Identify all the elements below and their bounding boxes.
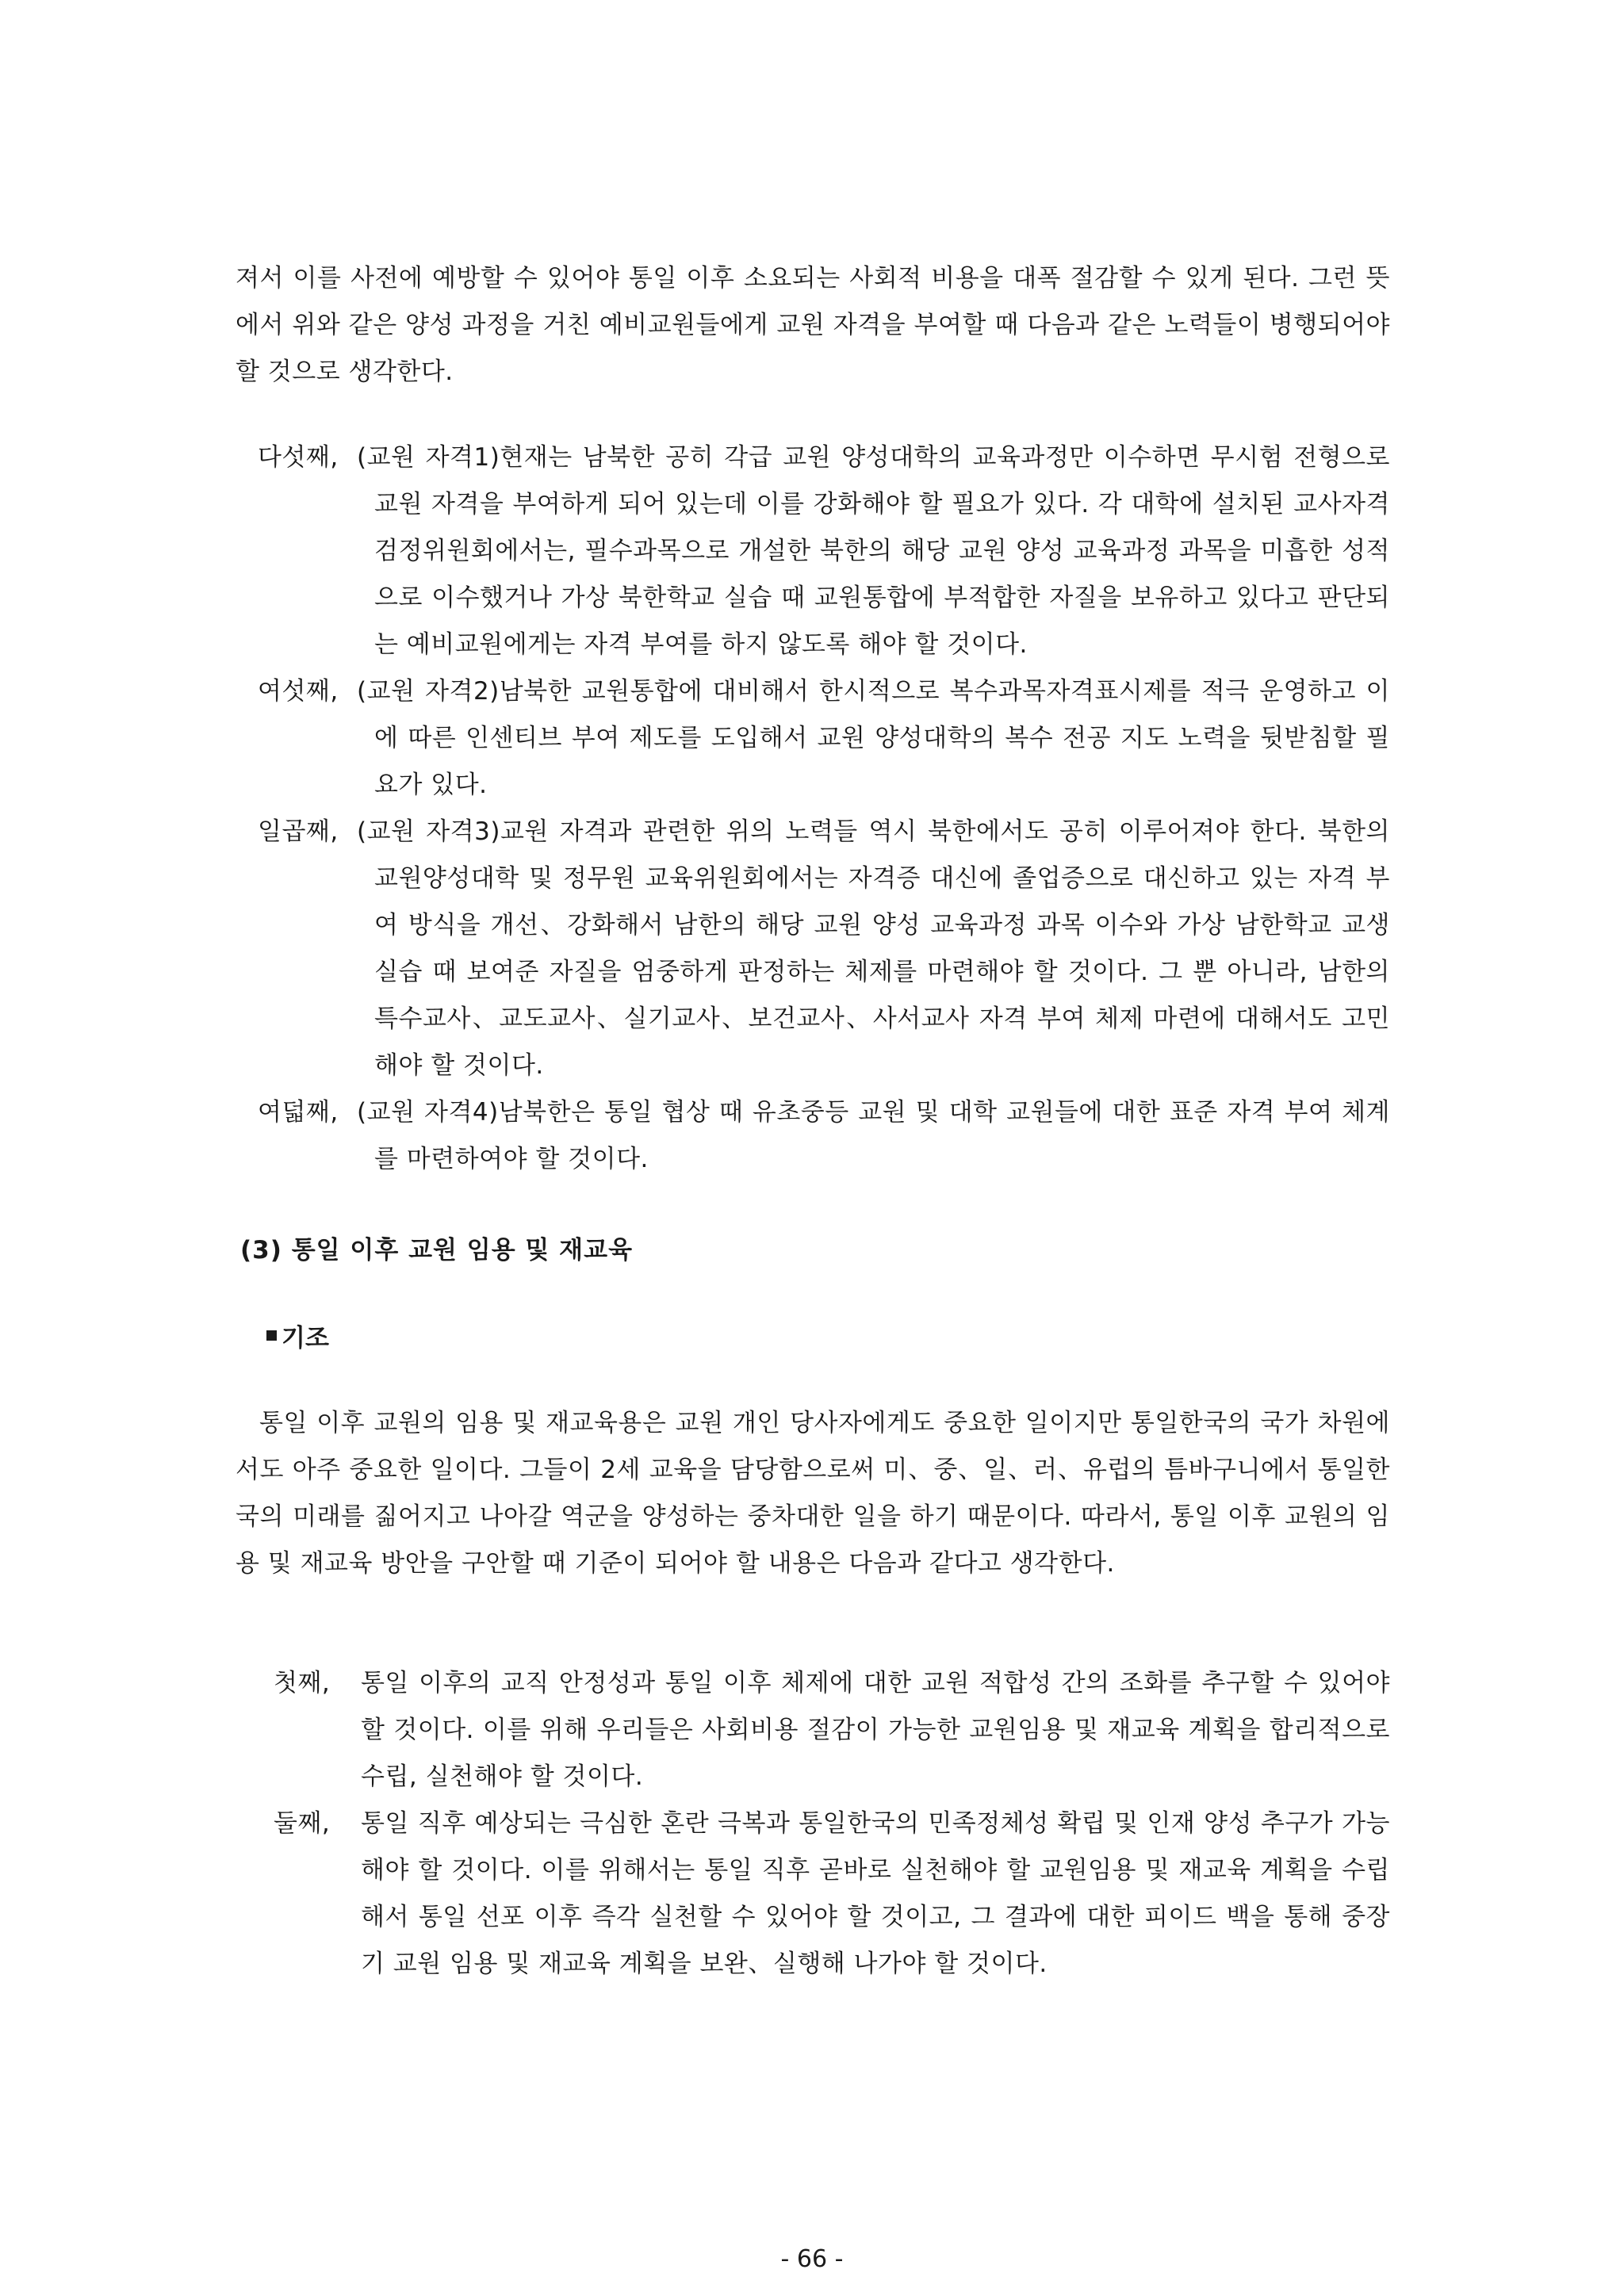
list-item-label: 여섯째, xyxy=(258,677,339,706)
list-item xyxy=(0,1089,1624,1183)
intro-paragraph: 져서 이를 사전에 예방할 수 있어야 통일 이후 소요되는 사회적 비용을 대폭 절감할 수 있게 된다. 그런 뜻에서 위와 같은 양성 과정을 거친 예비교원들에게 교원 자격을 부여할 때 다음과 같은 노력들이 병행되어야 할 것으로 생각한다. xyxy=(236,264,1390,386)
basis-paragraph: 통일 이후 교원의 임용 및 재교육용은 교원 개인 당사자에게도 중요한 일이지만 통일한국의 국가 차원에서도 아주 중요한 일이다. 그들이 2세 교육을 담당함으로써 미、중、일、러、유럽의 틈바구니에서 통일한국의 미래를 짊어지고 나아갈 역군을 양성하는 중차대한 일을 하기 때문이다. 따라서, 통일 이후 교원의 임용 및 재교육 방안을 구안할 때 기준이 되어야 할 내용은 다음과 같다고 생각한다. xyxy=(236,1409,1390,1578)
list-item xyxy=(0,668,1624,809)
subsection-heading-text: 기조 xyxy=(282,1324,329,1353)
list-item-label: 다섯째, xyxy=(258,443,339,472)
list-item-text: 통일 직후 예상되는 극심한 혼란 극복과 통일한국의 민족정체성 확립 및 인재 양성 추구가 가능해야 할 것이다. 이를 위해서는 통일 직후 곧바로 실천해야 할 교원임용 및 재교육 계획을 수립해서 통일 선포 이후 즉각 실천할 수 있어야 할 것이고, 그 결과에 대한 피이드 백을 통해 중장기 교원 임용 및 재교육 계획을 보완、실행해 나가야 할 것이다. xyxy=(361,1809,1390,1978)
list-item xyxy=(0,1660,1624,1800)
list-item-text: (교원 자격4)남북한은 통일 협상 때 유초중등 교원 및 대학 교원들에 대한 표준 자격 부여 체계를 마련하여야 할 것이다. xyxy=(357,1098,1390,1173)
list-item xyxy=(0,434,1624,668)
list-item-text: 통일 이후의 교직 안정성과 통일 이후 체제에 대한 교원 적합성 간의 조화를 추구할 수 있어야 할 것이다. 이를 위해 우리들은 사회비용 절감이 가능한 교원임용 및 재교육 계획을 합리적으로 수립, 실천해야 할 것이다. xyxy=(361,1669,1390,1791)
list-item-label: 일곱째, xyxy=(258,817,339,846)
list-item-label: 여덟째, xyxy=(258,1098,339,1127)
list-item xyxy=(0,809,1624,1089)
qualification-list xyxy=(0,434,1624,1183)
list-item-text: (교원 자격2)남북한 교원통합에 대비해서 한시적으로 복수과목자격표시제를 적극 운영하고 이에 따른 인센티브 부여 제도를 도입해서 교원 양성대학의 복수 전공 지도 노력을 뒷받침할 필요가 있다. xyxy=(357,677,1390,799)
list-item-text: (교원 자격1)현재는 남북한 공히 각급 교원 양성대학의 교육과정만 이수하면 무시험 전형으로 교원 자격을 부여하게 되어 있는데 이를 강화해야 할 필요가 있다. 각 대학에 설치된 교사자격검정위원회에서는, 필수과목으로 개설한 북한의 해당 교원 양성 교육과정 과목을 미흡한 성적으로 이수했거나 가상 북한학교 실습 때 교원통합에 부적합한 자질을 보유하고 있다고 판단되는 예비교원에게는 자격 부여를 하지 않도록 해야 할 것이다. xyxy=(357,443,1390,659)
list-item-text: (교원 자격3)교원 자격과 관련한 위의 노력들 역시 북한에서도 공히 이루어져야 한다. 북한의 교원양성대학 및 정무원 교육위원회에서는 자격증 대신에 졸업증으로 대신하고 있는 자격 부여 방식을 개선、강화해서 남한의 해당 교원 양성 교육과정 과목 이수와 가상 남한학교 교생 실습 때 보여준 자질을 엄중하게 판정하는 체제를 마련해야 할 것이다. 그 뿐 아니라, 남한의 특수교사、교도교사、실기교사、보건교사、사서교사 자격 부여 체제 마련에 대해서도 고민해야 할 것이다. xyxy=(357,817,1390,1080)
list-item-label: 둘째, xyxy=(274,1809,331,1838)
list-item xyxy=(0,1800,1624,1988)
basis-list xyxy=(0,1660,1624,1988)
page-number: - 66 - xyxy=(780,2245,844,2273)
list-item-label: 첫째, xyxy=(274,1669,331,1697)
subsection-heading xyxy=(266,1318,329,1353)
section-heading: (3) 통일 이후 교원 임용 및 재교육 xyxy=(240,1236,634,1265)
square-bullet-icon xyxy=(266,1330,277,1341)
